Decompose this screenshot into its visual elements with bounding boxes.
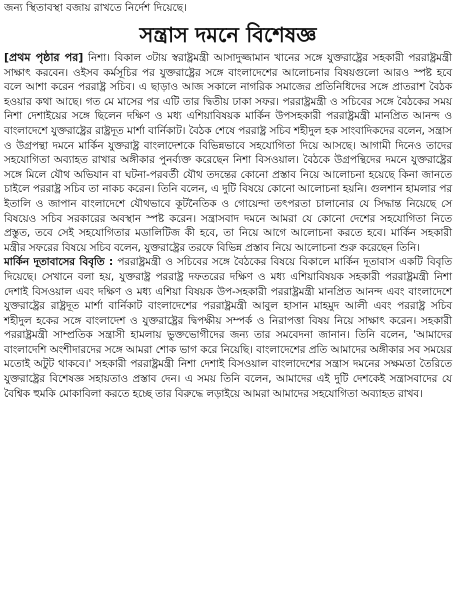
article-paragraph-2 [4,255,452,401]
article-body [4,51,452,401]
section-subhead: মার্কিন দূতাবাসের বিবৃতি : [4,256,114,269]
article-paragraph-1 [4,51,452,255]
article-headline: সন্ত্রাস দমনে বিশেষজ্ঞ [139,23,317,47]
paragraph-1-text: নিশা। বিকাল ৩টায় স্বরাষ্ট্রমন্ত্রী আসাদুজ্জামান খানের সঙ্গে যুক্তরাষ্ট্রের সহকারী পররাষ্ট্রমন্ত্রী সাক্ষাৎ করবেন। ওইসব কর্মসূচির পর যুক্তরাষ্ট্রের সঙ্গে বাংলাদেশের আলোচনার বিষয়গুলো আরও স্পষ্ট হবে বলে আশা করেন পররাষ্ট্র সচিব। এ ছাড়াও আজ সকালে নাগরিক সমাজের প্রতিনিধিদের সঙ্গে প্রাতরাশ বৈঠক হওয়ার কথা আছে। গত মে মাসের পর এটি তার দ্বিতীয় ঢাকা সফর। পররাষ্ট্রমন্ত্রী ও সচিবের সঙ্গে বৈঠকের সময় নিশা দেশাইয়ের সঙ্গে ছিলেন দক্ষিণ ও মধ্য এশিয়াবিষয়ক মার্কিন উপসহকারী পররাষ্ট্রমন্ত্রী মানপ্রিত আনন্দ ও বাংলাদেশে যুক্তরাষ্ট্রের রাষ্ট্রদূত মার্শা বার্নিকাট। বৈঠক শেষে পররাষ্ট্র সচিব শহীদুল হক সাংবাদিকদের বলেন, সন্ত্রাস ও উগ্রপন্থা দমনে মার্কিন যুক্তরাষ্ট্র বাংলাদেশকে বিভিন্নভাবে সহযোগিতা দিয়ে আসছে। আগামী দিনেও তাদের সহযোগিতা অব্যাহত রাখার অঙ্গীকার পুনর্ব্যক্ত করেছেন নিশা বিসওয়াল। বৈঠকে উগ্রপন্থিদের দমনে যুক্তরাষ্ট্রের সঙ্গে মিলে যৌথ অভিযান বা ঘটনা-পরবর্তী যৌথ তদন্তের কোনো প্রস্তাব নিয়ে আলোচনা হয়েছে কিনা জানতে চাইলে পররাষ্ট্র সচিব তা নাকচ করেন। তিনি বলেন, এ দুটি বিষয়ে কোনো আলোচনা হয়নি। গুলশান হামলার পর ইতালি ও জাপান বাংলাদেশে যৌথভাবে কূটনৈতিক ও গোয়েন্দা তৎপরতা চালানোর যে সিদ্ধান্ত নিয়েছে সে বিষয়েও সচিব সরকারের অবস্থান স্পষ্ট করেন। সন্ত্রাসবাদ দমনে আমরা যে কোনো দেশের সহযোগিতা নিতে প্রস্তুত, তবে সেই সহযোগিতার মডালিটিজ কী হবে, তা নিয়ে আগে আলোচনা করতে হবে। মার্কিন সহকারী মন্ত্রীর সফরের বিষয়ে সচিব বলেন, যুক্তরাষ্ট্রের তরফে বিভিন্ন প্রস্তাব নিয়ে আলোচনা শুরু করেছেন তিনি। [4,52,453,254]
newspaper-page [0,1,456,598]
paragraph-2-text: পররাষ্ট্রমন্ত্রী ও সচিবের সঙ্গে বৈঠকের বিষয়ে বিকালে মার্কিন দূতাবাস একটি বিবৃতি দিয়েছে। সেখানে বলা হয়, যুক্তরাষ্ট্র পররাষ্ট্র দফতরের দক্ষিণ ও মধ্য এশিয়াবিষয়ক সহকারী পররাষ্ট্রমন্ত্রী নিশা দেশাই বিসওয়াল এবং দক্ষিণ ও মধ্য এশিয়া বিষয়ক উপ-সহকারী পররাষ্ট্রমন্ত্রী মানপ্রিত আনন্দ এবং বাংলাদেশে যুক্তরাষ্ট্রের রাষ্ট্রদূত মার্শা বার্নিকাট বাংলাদেশের পররাষ্ট্রমন্ত্রী আবুল হাসান মাহমুদ আলী এবং পররাষ্ট্র সচিব শহীদুল হকের সঙ্গে বাংলাদেশ ও যুক্তরাষ্ট্রের দ্বিপক্ষীয় সম্পর্ক ও নিরাপত্তা বিষয় নিয়ে সাক্ষাৎ করেন। সহকারী পররাষ্ট্রমন্ত্রী সাম্প্রতিক সন্ত্রাসী হামলায় ভুক্তভোগীদের জন্য তার সমবেদনা জানান। তিনি বলেন, 'আমাদের বাংলাদেশি অংশীদারদের সঙ্গে আমরা শোক ভাগ করে নিয়েছি। বাংলাদেশের প্রতি আমাদের অঙ্গীকার সব সময়ের মতোই অটুট থাকবে।' সহকারী পররাষ্ট্রমন্ত্রী নিশা দেশাই বিসওয়াল বাংলাদেশের সন্ত্রাস দমনের সক্ষমতা তৈরিতে যুক্তরাষ্ট্রের বিশেষজ্ঞ সহায়তাও প্রস্তাব দেন। এ সময় তিনি বলেন, আমাদের এই দুটি দেশকেই সন্ত্রাসবাদের যে বৈশ্বিক হুমকি মোকাবিলা করতে হচ্ছে তার বিরুদ্ধে লড়াইয়ে আমরা আমাদের সহযোগিতা অব্যাহত রাখব। [4,256,452,400]
continuation-tag: [প্রথম পৃষ্ঠার পর] [4,51,84,64]
previous-article-tail: জন্য স্থিতাবস্থা বজায় রাখতে নির্দেশ দিয়েছে। [4,2,187,14]
